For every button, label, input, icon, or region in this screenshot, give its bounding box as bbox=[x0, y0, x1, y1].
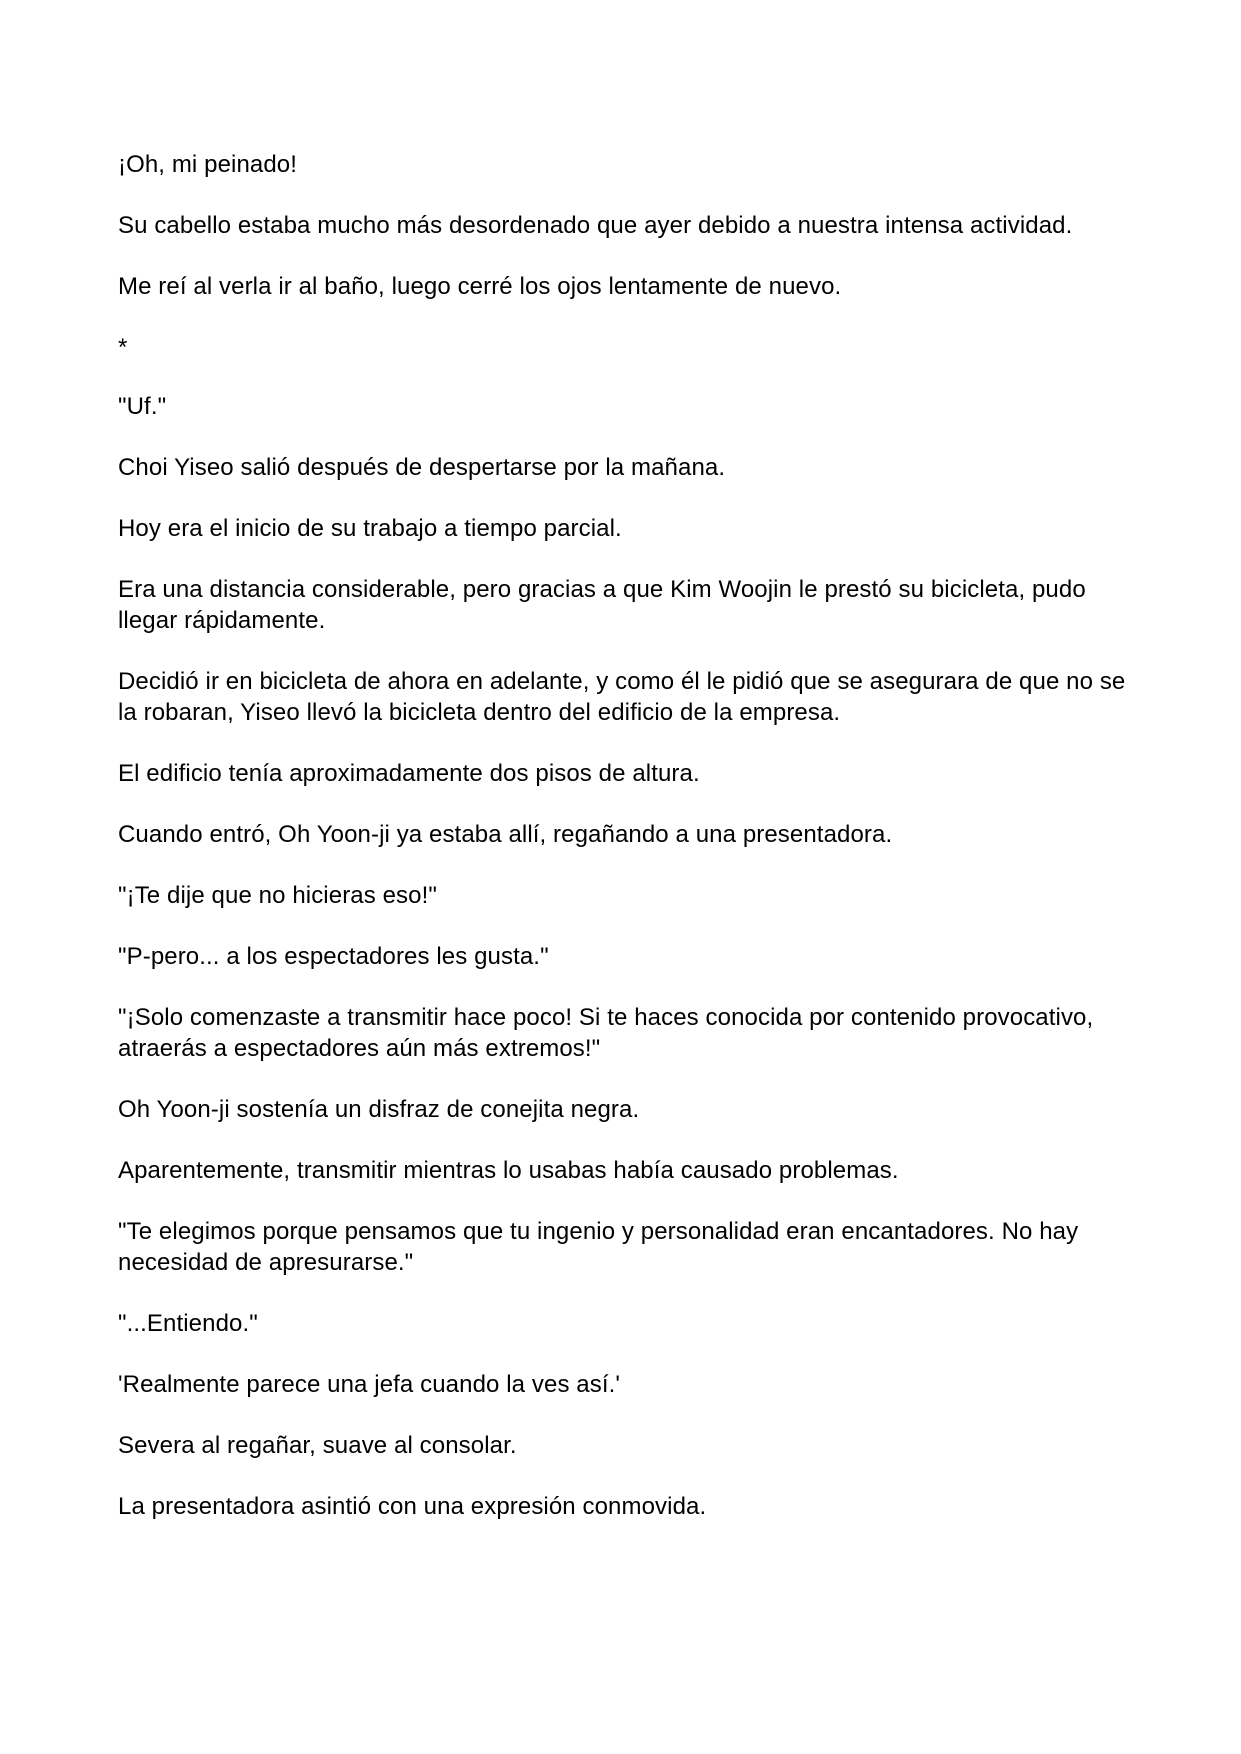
document-body bbox=[118, 149, 1128, 1552]
paragraph: Decidió ir en bicicleta de ahora en adelante, y como él le pidió que se asegurara de que no se la robaran, Yiseo llevó la bicicleta dentro del edificio de la empresa. bbox=[118, 668, 1126, 726]
paragraph: La presentadora asintió con una expresión conmovida. bbox=[118, 1493, 707, 1520]
scene-break: * bbox=[118, 334, 128, 361]
paragraph: "Uf." bbox=[118, 393, 167, 420]
paragraph: "P-pero... a los espectadores les gusta." bbox=[118, 943, 549, 970]
paragraph: Era una distancia considerable, pero gracias a que Kim Woojin le prestó su bicicleta, pudo llegar rápidamente. bbox=[118, 576, 1086, 634]
paragraph: "Te elegimos porque pensamos que tu ingenio y personalidad eran encantadores. No hay necesidad de apresurarse." bbox=[118, 1218, 1079, 1276]
paragraph: "¡Solo comenzaste a transmitir hace poco! Si te haces conocida por contenido provocativo, atraerás a espectadores aún más extremos!" bbox=[118, 1004, 1094, 1062]
paragraph: "...Entiendo." bbox=[118, 1310, 258, 1337]
paragraph: "¡Te dije que no hicieras eso!" bbox=[118, 882, 437, 909]
paragraph: El edificio tenía aproximadamente dos pisos de altura. bbox=[118, 760, 700, 787]
paragraph: Su cabello estaba mucho más desordenado que ayer debido a nuestra intensa actividad. bbox=[118, 212, 1073, 239]
paragraph: Severa al regañar, suave al consolar. bbox=[118, 1432, 517, 1459]
paragraph: Cuando entró, Oh Yoon-ji ya estaba allí, regañando a una presentadora. bbox=[118, 821, 893, 848]
paragraph: Me reí al verla ir al baño, luego cerré los ojos lentamente de nuevo. bbox=[118, 273, 842, 300]
paragraph: Hoy era el inicio de su trabajo a tiempo parcial. bbox=[118, 515, 622, 542]
paragraph: 'Realmente parece una jefa cuando la ves así.' bbox=[118, 1371, 621, 1398]
paragraph: Aparentemente, transmitir mientras lo usabas había causado problemas. bbox=[118, 1157, 899, 1184]
paragraph: ¡Oh, mi peinado! bbox=[118, 151, 298, 178]
paragraph: Oh Yoon-ji sostenía un disfraz de conejita negra. bbox=[118, 1096, 640, 1123]
paragraph: Choi Yiseo salió después de despertarse por la mañana. bbox=[118, 454, 726, 481]
